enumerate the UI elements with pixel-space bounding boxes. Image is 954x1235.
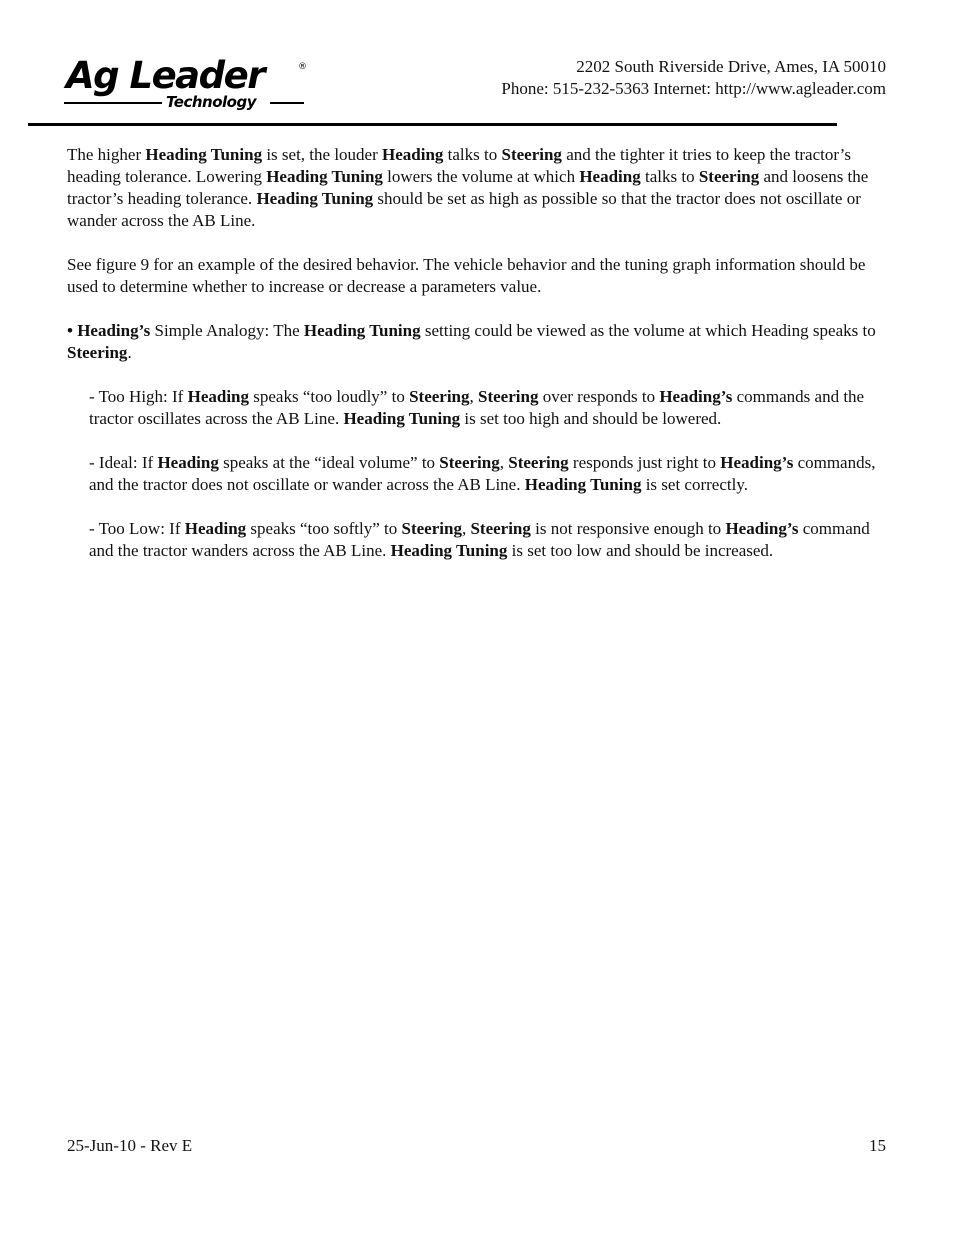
text-run: responds just right to xyxy=(568,453,721,472)
text-run: should be set as high as possible so that the tractor does not oscillate or wander across the AB Line. xyxy=(67,189,861,230)
text-run: is not responsive enough to xyxy=(530,519,726,538)
text-run: is set too low and should be increased. xyxy=(507,541,774,560)
bold-term: Heading Tuning xyxy=(390,541,508,560)
registered-mark: ® xyxy=(298,62,307,72)
text-run: - Too High: If xyxy=(89,387,188,406)
text-run: and loosens the tractor’s heading tolerance. xyxy=(67,167,869,208)
text-run: commands and the tractor oscillates across the AB Line. xyxy=(89,387,865,428)
text-run: Simple Analogy: The xyxy=(150,321,304,340)
bold-term: Heading’s xyxy=(720,453,794,472)
company-address xyxy=(501,56,886,100)
bold-term: Steering xyxy=(67,343,128,362)
paragraph-heading-tuning xyxy=(67,144,889,232)
bold-term: Heading Tuning xyxy=(145,145,263,164)
bold-term: Steering xyxy=(470,519,531,538)
text-run: talks to xyxy=(443,145,502,164)
bold-term: Heading xyxy=(382,145,444,164)
bold-term: Heading Tuning xyxy=(343,409,461,428)
body-content xyxy=(67,144,889,562)
text-run: lowers the volume at which xyxy=(382,167,580,186)
bold-term: Heading xyxy=(157,453,219,472)
bold-term: Heading’s xyxy=(725,519,799,538)
text-run: and the tighter it tries to keep the tractor’s heading tolerance. Lowering xyxy=(67,145,852,186)
bold-term: Steering xyxy=(478,387,539,406)
bold-term: Heading xyxy=(184,519,247,538)
text-run: - Too Low: If xyxy=(89,519,185,538)
text-run: commands, and the tractor does not oscillate or wander across the AB Line. xyxy=(89,453,876,494)
bold-term: Heading Tuning xyxy=(303,321,421,340)
text-run: is set, the louder xyxy=(262,145,382,164)
text-run: See figure 9 for an example of the desired behavior. The vehicle behavior and the tuning graph information should be used to determine whether to increase or decrease a parameters value. xyxy=(67,255,866,296)
text-run: speaks “too loudly” to xyxy=(249,387,410,406)
text-run: over responds to xyxy=(538,387,660,406)
footer-date-revision: 25-Jun-10 - Rev E xyxy=(67,1136,193,1155)
logo-line-left xyxy=(64,102,162,104)
bold-term: Steering xyxy=(501,145,562,164)
bold-term: Heading Tuning xyxy=(256,189,374,208)
ag-leader-logo xyxy=(60,56,320,118)
bold-term: Heading xyxy=(187,387,250,406)
item-ideal xyxy=(67,452,889,496)
logo-line-right xyxy=(270,102,304,104)
text-run: , xyxy=(499,453,509,472)
paragraph-figure-reference xyxy=(67,254,889,298)
text-run: is set too high and should be lowered. xyxy=(460,409,722,428)
text-run: , xyxy=(461,519,471,538)
text-run: speaks “too softly” to xyxy=(246,519,402,538)
logo-wordmark: Ag Leader xyxy=(66,54,264,97)
paragraph-simple-analogy xyxy=(67,320,889,364)
logo-subtitle: Technology xyxy=(166,93,256,111)
bold-term: • Heading’s xyxy=(67,321,151,340)
item-too-low xyxy=(67,518,889,562)
contact-line: Phone: 515-232-5363 Internet: http://www.agleader.com xyxy=(501,79,886,98)
text-run: - Ideal: If xyxy=(89,453,158,472)
header-rule xyxy=(28,123,837,126)
address-line: 2202 South Riverside Drive, Ames, IA 50010 xyxy=(576,57,886,76)
bold-term: Steering xyxy=(698,167,760,186)
bold-term: Heading Tuning xyxy=(266,167,383,186)
bold-term: Steering xyxy=(409,387,470,406)
bold-term: Steering xyxy=(401,519,462,538)
text-run: speaks at the “ideal volume” to xyxy=(218,453,440,472)
text-run: command and the tractor wanders across the AB Line. xyxy=(89,519,870,560)
bold-term: Steering xyxy=(508,453,569,472)
text-run: . xyxy=(127,343,132,362)
item-too-high xyxy=(67,386,889,430)
bold-term: Steering xyxy=(439,453,500,472)
page-number: 15 xyxy=(869,1136,886,1155)
text-run: is set correctly. xyxy=(641,475,748,494)
bold-term: Heading’s xyxy=(659,387,733,406)
text-run: talks to xyxy=(640,167,699,186)
text-run: setting could be viewed as the volume at which Heading speaks to xyxy=(420,321,876,340)
bold-term: Heading Tuning xyxy=(524,475,642,494)
text-run: , xyxy=(469,387,479,406)
bold-term: Heading xyxy=(579,167,641,186)
text-run: The higher xyxy=(67,145,146,164)
